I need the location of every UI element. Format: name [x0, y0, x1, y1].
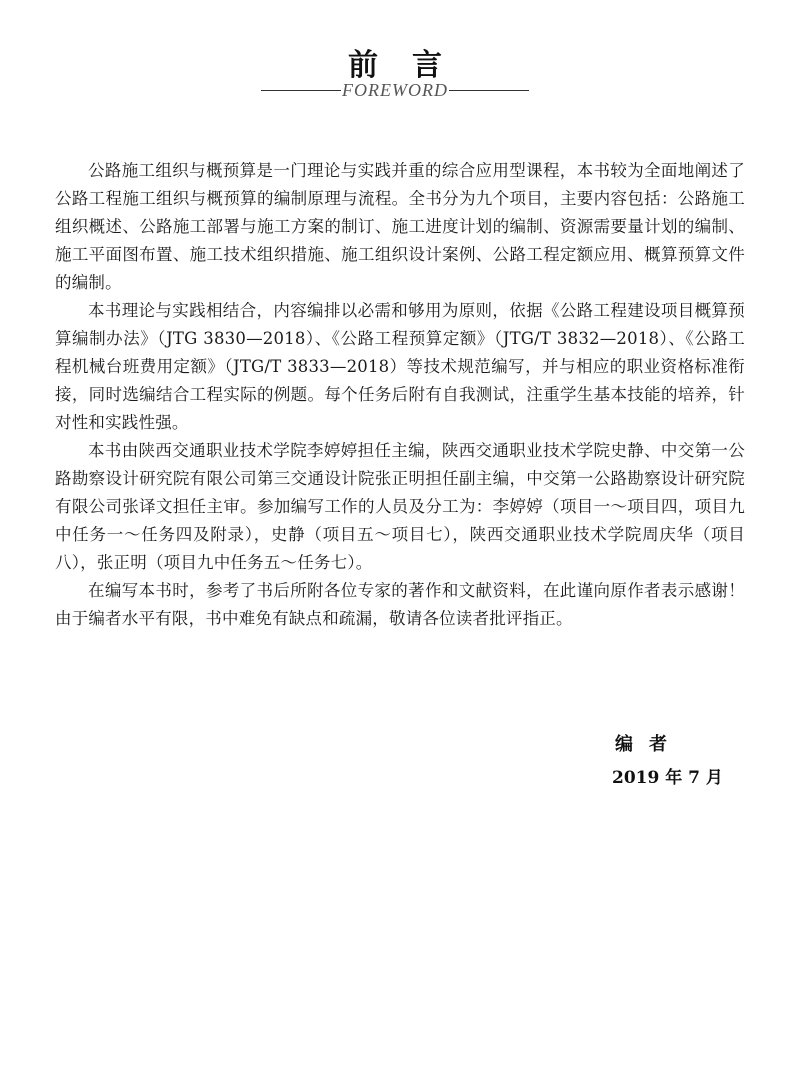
- left-divider: [261, 90, 341, 91]
- page-title: 前言: [348, 48, 476, 83]
- signature-date: 2019 年 7 月: [612, 768, 723, 788]
- subtitle-row: [0, 80, 790, 101]
- paragraph-thanks: 在编写本书时，参考了书后所附各位专家的著作和文献资料，在此谨向原作者表示感谢！由于编者水平有限，书中难免有缺点和疏漏，敬请各位读者批评指正。: [55, 581, 745, 628]
- page-subtitle: FOREWORD: [342, 80, 448, 100]
- paragraph-authors: 本书由陕西交通职业技术学院李婷婷担任主编，陕西交通职业技术学院史静、中交第一公路勘察设计研究院有限公司第三交通设计院张正明担任副主编，中交第一公路勘察设计研究院有限公司张译文担任主审。参加编写工作的人员及分工为：李婷婷（项目一～项目四，项目九中任务一～任务四及附录），史静（项目五～项目七），陕西交通职业技术学院周庆华（项目八），张正明（项目九中任务五～任务七）。: [55, 441, 745, 572]
- paragraph-intro: 公路施工组织与概预算是一门理论与实践并重的综合应用型课程，本书较为全面地阐述了公路工程施工组织与概预算的编制原理与流程。全书分为九个项目，主要内容包括：公路施工组织概述、公路施工部署与施工方案的制订、施工进度计划的编制、资源需要量计划的编制、施工平面图布置、施工技术组织措施、施工组织设计案例、公路工程定额应用、概算预算文件的编制。: [55, 161, 745, 292]
- foreword-body: [55, 157, 745, 633]
- signature-role: 编者: [615, 734, 683, 755]
- paragraph-basis: 本书理论与实践相结合，内容编排以必需和够用为原则，依据《公路工程建设项目概算预算编制办法》（JTG 3830—2018）、《公路工程预算定额》（JTG/T 3832—2018）、《公路工程机械台班费用定额》（JTG/T 3833—2018）等技术规范编写，并与相应的职业资格标准衔接，同时选编结合工程实际的例题。每个任务后附有自我测试，注重学生基本技能的培养，针对性和实践性强。: [55, 301, 745, 432]
- right-divider: [449, 90, 529, 91]
